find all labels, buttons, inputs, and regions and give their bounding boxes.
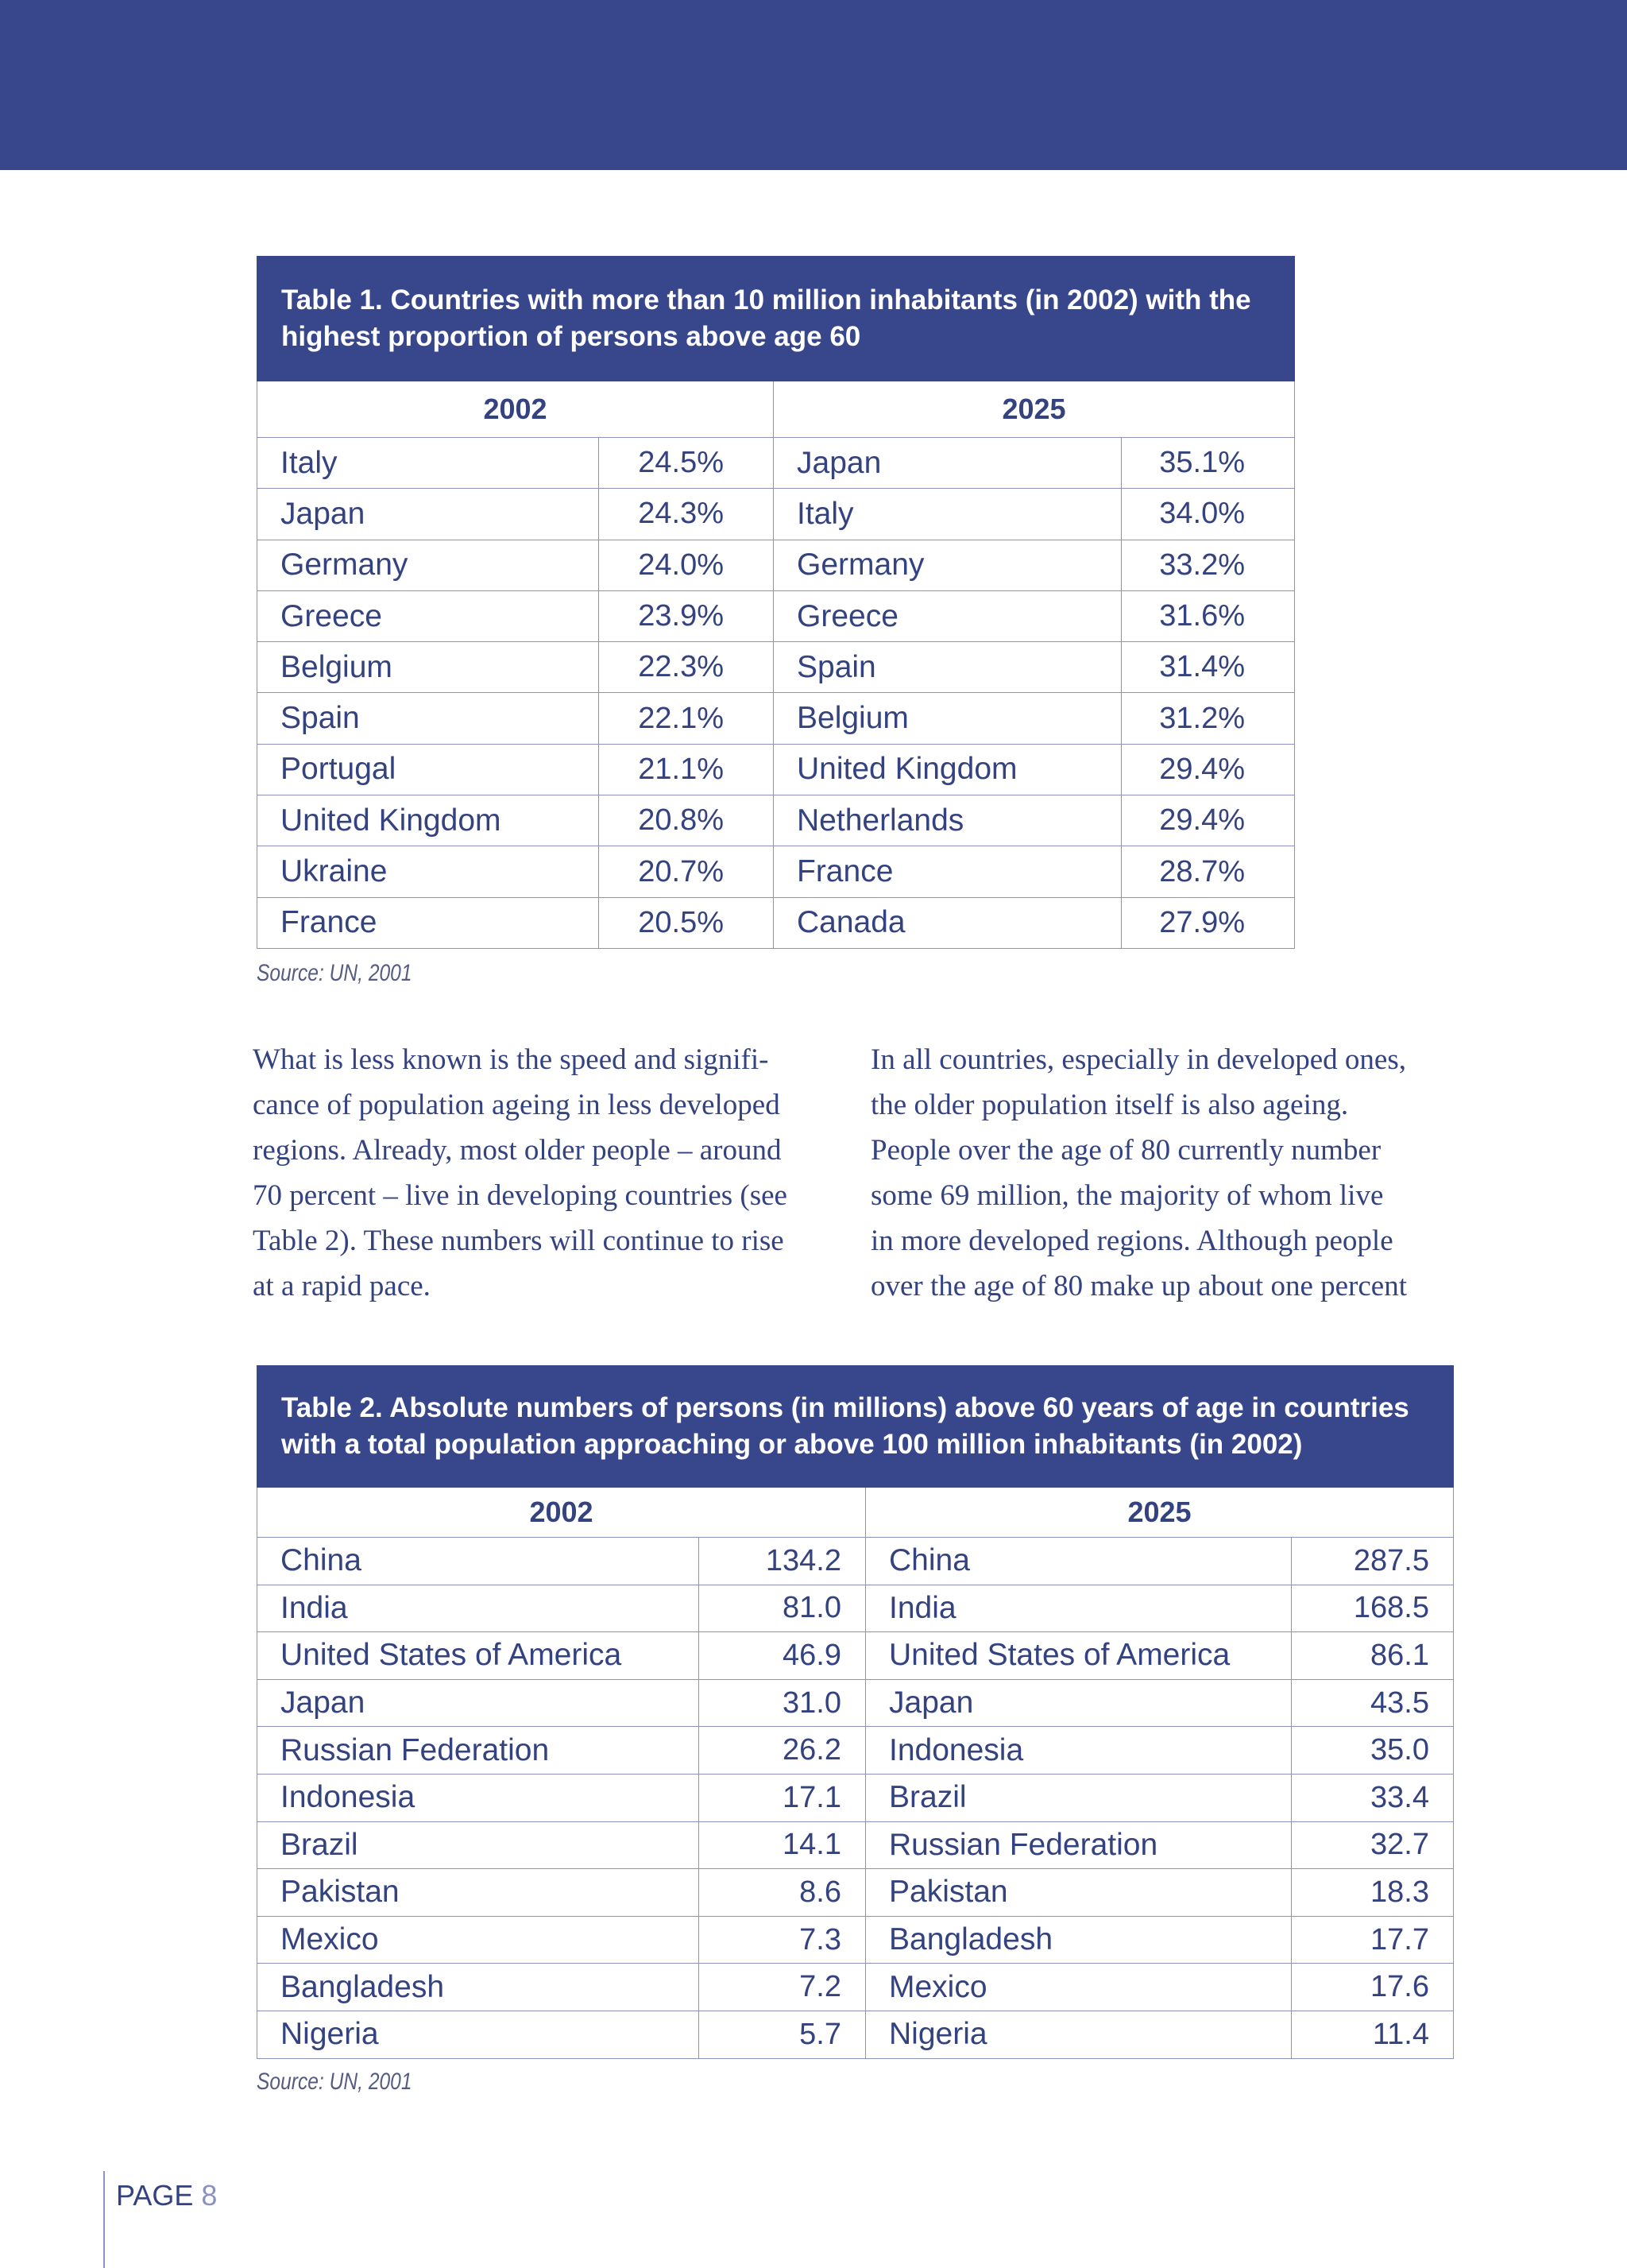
- country-2002-cell: Portugal: [257, 744, 599, 795]
- country-2002-cell: Italy: [257, 438, 599, 489]
- country-2025-cell: Canada: [774, 897, 1122, 948]
- value-2025-cell: 27.9%: [1122, 897, 1295, 948]
- value-2025-cell: 31.6%: [1122, 590, 1295, 641]
- country-2025-cell: United States of America: [866, 1632, 1292, 1680]
- table-row: [257, 846, 1295, 897]
- page-label: PAGE: [116, 2179, 194, 2212]
- footer-rule: [103, 2171, 105, 2268]
- country-2002-cell: Ukraine: [257, 846, 599, 897]
- value-2025-cell: 29.4%: [1122, 795, 1295, 846]
- header-band: [0, 0, 1627, 170]
- value-2025-cell: 28.7%: [1122, 846, 1295, 897]
- table-row: [257, 590, 1295, 641]
- value-2002-cell: 20.8%: [599, 795, 774, 846]
- country-2002-cell: Pakistan: [257, 1869, 699, 1917]
- country-2002-cell: Japan: [257, 1679, 699, 1727]
- table-row: [257, 438, 1295, 489]
- page-footer: [116, 2179, 217, 2212]
- value-2025-cell: 17.6: [1292, 1964, 1454, 2011]
- value-2025-cell: 86.1: [1292, 1632, 1454, 1680]
- country-2025-cell: United Kingdom: [774, 744, 1122, 795]
- value-2025-cell: 33.2%: [1122, 540, 1295, 590]
- value-2002-cell: 22.1%: [599, 693, 774, 744]
- table-row: [257, 642, 1295, 693]
- country-2002-cell: Russian Federation: [257, 1727, 699, 1775]
- table-row: [257, 1869, 1454, 1917]
- country-2025-cell: China: [866, 1538, 1292, 1585]
- country-2025-cell: Russian Federation: [866, 1821, 1292, 1869]
- country-2025-cell: Mexico: [866, 1964, 1292, 2011]
- table-row: [257, 693, 1295, 744]
- table-row: [257, 1774, 1454, 1821]
- table-row: [257, 897, 1295, 948]
- value-2002-cell: 46.9: [699, 1632, 866, 1680]
- value-2025-cell: 31.2%: [1122, 693, 1295, 744]
- table-2-year-2002: 2002: [257, 1488, 866, 1538]
- table-row: [257, 1727, 1454, 1775]
- table-1-year-2025: 2025: [774, 381, 1295, 438]
- table-row: [257, 489, 1295, 540]
- value-2002-cell: 24.0%: [599, 540, 774, 590]
- country-2025-cell: Japan: [774, 438, 1122, 489]
- value-2025-cell: 43.5: [1292, 1679, 1454, 1727]
- paragraph-left: What is less known is the speed and signifi- cance of population ageing in less developed regions. Already, most older people – around 70 percent – live in developing countries (see Table 2). These numbers will continue to rise at a rapid pace.: [253, 1043, 787, 1302]
- paragraph-right: In all countries, especially in developed ones, the older population itself is also ageing. People over the age of 80 currently number some 69 million, the majority of whom live in more developed regions. Although people over the age of 80 make up about one percent: [871, 1043, 1407, 1302]
- country-2025-cell: Pakistan: [866, 1869, 1292, 1917]
- country-2002-cell: Greece: [257, 590, 599, 641]
- table-1-caption: Table 1. Countries with more than 10 million inhabitants (in 2002) with the highest proportion of persons above age 60: [257, 257, 1295, 381]
- value-2002-cell: 7.3: [699, 1916, 866, 1964]
- value-2025-cell: 29.4%: [1122, 744, 1295, 795]
- value-2002-cell: 24.5%: [599, 438, 774, 489]
- value-2025-cell: 32.7: [1292, 1821, 1454, 1869]
- value-2002-cell: 5.7: [699, 2011, 866, 2058]
- value-2002-cell: 17.1: [699, 1774, 866, 1821]
- country-2002-cell: India: [257, 1585, 699, 1632]
- country-2002-cell: Spain: [257, 693, 599, 744]
- page-number: 8: [201, 2179, 218, 2212]
- country-2002-cell: Nigeria: [257, 2011, 699, 2058]
- value-2025-cell: 34.0%: [1122, 489, 1295, 540]
- country-2025-cell: France: [774, 846, 1122, 897]
- table-row: [257, 540, 1295, 590]
- country-2002-cell: Japan: [257, 489, 599, 540]
- table-row: [257, 1585, 1454, 1632]
- country-2002-cell: China: [257, 1538, 699, 1585]
- country-2025-cell: Belgium: [774, 693, 1122, 744]
- country-2025-cell: Spain: [774, 642, 1122, 693]
- country-2025-cell: Nigeria: [866, 2011, 1292, 2058]
- country-2002-cell: United States of America: [257, 1632, 699, 1680]
- table-2-source: Source: UN, 2001: [257, 2069, 412, 2095]
- value-2002-cell: 20.5%: [599, 897, 774, 948]
- country-2002-cell: Mexico: [257, 1916, 699, 1964]
- country-2002-cell: Belgium: [257, 642, 599, 693]
- table-row: [257, 1916, 1454, 1964]
- table-row: [257, 2011, 1454, 2058]
- table-row: [257, 1821, 1454, 1869]
- country-2002-cell: Brazil: [257, 1821, 699, 1869]
- table-row: [257, 1964, 1454, 2011]
- value-2025-cell: 168.5: [1292, 1585, 1454, 1632]
- value-2002-cell: 134.2: [699, 1538, 866, 1585]
- value-2002-cell: 24.3%: [599, 489, 774, 540]
- table-1: [257, 256, 1295, 949]
- country-2025-cell: Indonesia: [866, 1727, 1292, 1775]
- table-1-source: Source: UN, 2001: [257, 960, 412, 986]
- country-2002-cell: France: [257, 897, 599, 948]
- value-2025-cell: 33.4: [1292, 1774, 1454, 1821]
- table-row: [257, 744, 1295, 795]
- value-2025-cell: 18.3: [1292, 1869, 1454, 1917]
- country-2025-cell: Brazil: [866, 1774, 1292, 1821]
- value-2002-cell: 81.0: [699, 1585, 866, 1632]
- value-2002-cell: 7.2: [699, 1964, 866, 2011]
- country-2025-cell: India: [866, 1585, 1292, 1632]
- table-row: [257, 1632, 1454, 1680]
- value-2002-cell: 31.0: [699, 1679, 866, 1727]
- country-2025-cell: Japan: [866, 1679, 1292, 1727]
- value-2002-cell: 23.9%: [599, 590, 774, 641]
- value-2002-cell: 20.7%: [599, 846, 774, 897]
- value-2025-cell: 35.1%: [1122, 438, 1295, 489]
- table-2: [257, 1365, 1454, 2059]
- value-2025-cell: 35.0: [1292, 1727, 1454, 1775]
- table-2-caption: Table 2. Absolute numbers of persons (in millions) above 60 years of age in countries with a total population approaching or above 100 million inhabitants (in 2002): [257, 1366, 1454, 1488]
- value-2025-cell: 31.4%: [1122, 642, 1295, 693]
- country-2002-cell: United Kingdom: [257, 795, 599, 846]
- country-2025-cell: Italy: [774, 489, 1122, 540]
- country-2025-cell: Netherlands: [774, 795, 1122, 846]
- table-2-year-2025: 2025: [866, 1488, 1454, 1538]
- table-1-year-2002: 2002: [257, 381, 774, 438]
- value-2025-cell: 11.4: [1292, 2011, 1454, 2058]
- country-2002-cell: Germany: [257, 540, 599, 590]
- country-2025-cell: Bangladesh: [866, 1916, 1292, 1964]
- value-2002-cell: 21.1%: [599, 744, 774, 795]
- value-2002-cell: 8.6: [699, 1869, 866, 1917]
- value-2002-cell: 26.2: [699, 1727, 866, 1775]
- value-2002-cell: 14.1: [699, 1821, 866, 1869]
- table-row: [257, 1538, 1454, 1585]
- table-1-body: [257, 438, 1295, 949]
- value-2025-cell: 17.7: [1292, 1916, 1454, 1964]
- country-2025-cell: Germany: [774, 540, 1122, 590]
- value-2002-cell: 22.3%: [599, 642, 774, 693]
- table-2-body: [257, 1538, 1454, 2059]
- country-2002-cell: Indonesia: [257, 1774, 699, 1821]
- value-2025-cell: 287.5: [1292, 1538, 1454, 1585]
- table-row: [257, 795, 1295, 846]
- country-2025-cell: Greece: [774, 590, 1122, 641]
- country-2002-cell: Bangladesh: [257, 1964, 699, 2011]
- table-row: [257, 1679, 1454, 1727]
